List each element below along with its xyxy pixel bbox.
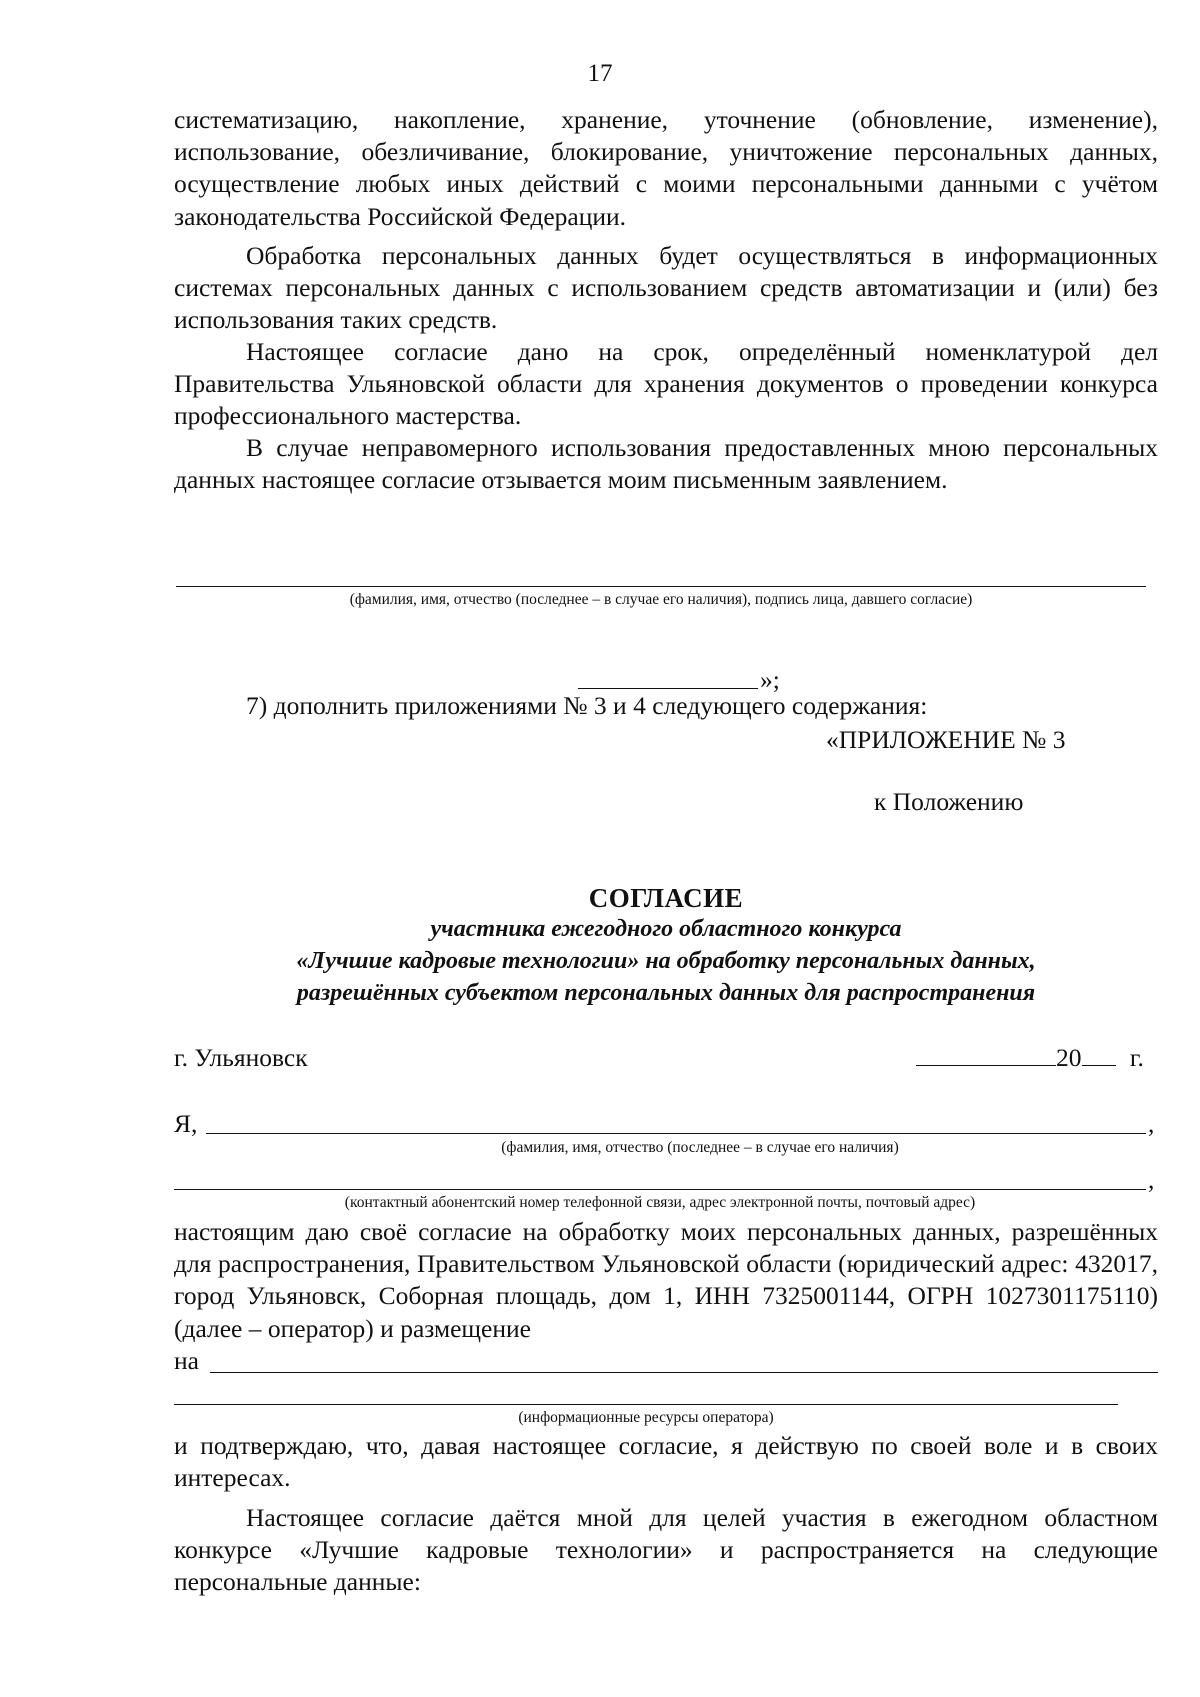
appendix-reference: к Положению	[874, 787, 1024, 816]
end-line	[578, 688, 758, 689]
date-day-month-blank	[916, 1043, 1056, 1066]
resources-line-1	[210, 1372, 1158, 1373]
contact-caption: (контактный абонентский номер телефонной связи, адрес электронной почты, почтовый адрес)	[344, 1194, 976, 1211]
consent-subtitle-line-1: участника ежегодного областного конкурса	[430, 916, 902, 942]
amendment-item: 7) дополнить приложениями № 3 и 4 следующего содержания:	[246, 691, 928, 720]
consent-title: СОГЛАСИЕ	[588, 883, 744, 913]
date-suffix: г.	[1129, 1043, 1144, 1072]
appendix-label: «ПРИЛОЖЕНИЕ № 3	[826, 725, 1066, 754]
date-field	[916, 1042, 1144, 1074]
paragraph-processing-actions: систематизацию, накопление, хранение, уточнение (обновление, изменение), использование, обезличивание, блокирование, уничтожение персональных данных, осуществление любых иных действий с моими персональными данными с учётом законодательства Российской Федерации.	[174, 105, 1158, 231]
closing-quote: »;	[760, 665, 780, 694]
page-number: 17	[587, 60, 613, 87]
paragraph-consent-revocation: В случае неправомерного использования предоставленных мною персональных данных настоящее согласие отзывается моим письменным заявлением.	[174, 433, 1158, 495]
consent-subtitle-line-2: «Лучшие кадровые технологии» на обработку персональных данных,	[296, 948, 1036, 974]
place-of-signing: г. Ульяновск	[174, 1043, 308, 1072]
scope-paragraph: Настоящее согласие даётся мной для целей участия в ежегодном областном конкурсе «Лучшие кадровые технологии» и распространяется на следующие персональные данные:	[174, 1503, 1158, 1597]
resources-caption: (информационные ресурсы оператора)	[518, 1409, 774, 1426]
paragraph-consent-term: Настоящее согласие дано на срок, определённый номенклатурой дел Правительства Ульяновской области для хранения документов о проведении конкурса профессионального мастерства.	[174, 337, 1158, 431]
fio-comma: ,	[1148, 1109, 1155, 1138]
confirmation-paragraph: и подтверждаю, что, давая настоящее согласие, я действую по своей воле и в своих интересах.	[174, 1431, 1158, 1493]
fio-line	[206, 1133, 1146, 1134]
na-label: на	[174, 1346, 199, 1375]
i-label: Я,	[174, 1109, 198, 1138]
date-year-prefix: 20	[1056, 1043, 1082, 1072]
signature-line	[176, 586, 1146, 587]
signature-caption: (фамилия, имя, отчество (последнее – в случае его наличия), подпись лица, давшего согласие)	[349, 591, 973, 608]
date-year-blank	[1082, 1043, 1116, 1066]
contact-line	[174, 1189, 1146, 1190]
paragraph-processing-systems: Обработка персональных данных будет осуществляться в информационных системах персональных данных с использованием средств автоматизации и (или) без использования таких средств.	[174, 241, 1158, 335]
consent-subtitle-line-3: разрешённых субъектом персональных данных для распространения	[296, 980, 1036, 1006]
fio-caption: (фамилия, имя, отчество (последнее – в случае его наличия)	[501, 1139, 899, 1156]
resources-line-2	[174, 1404, 1118, 1405]
contact-comma: ,	[1148, 1165, 1155, 1194]
consent-statement: настоящим даю своё согласие на обработку моих персональных данных, разрешённых для распространения, Правительством Ульяновской области (юридический адрес: 432017, город Ульяновск, Соборная площадь, дом 1, ИНН 7325001144, ОГРН 1027301175110) (далее – оператор) и размещение	[174, 1217, 1158, 1343]
